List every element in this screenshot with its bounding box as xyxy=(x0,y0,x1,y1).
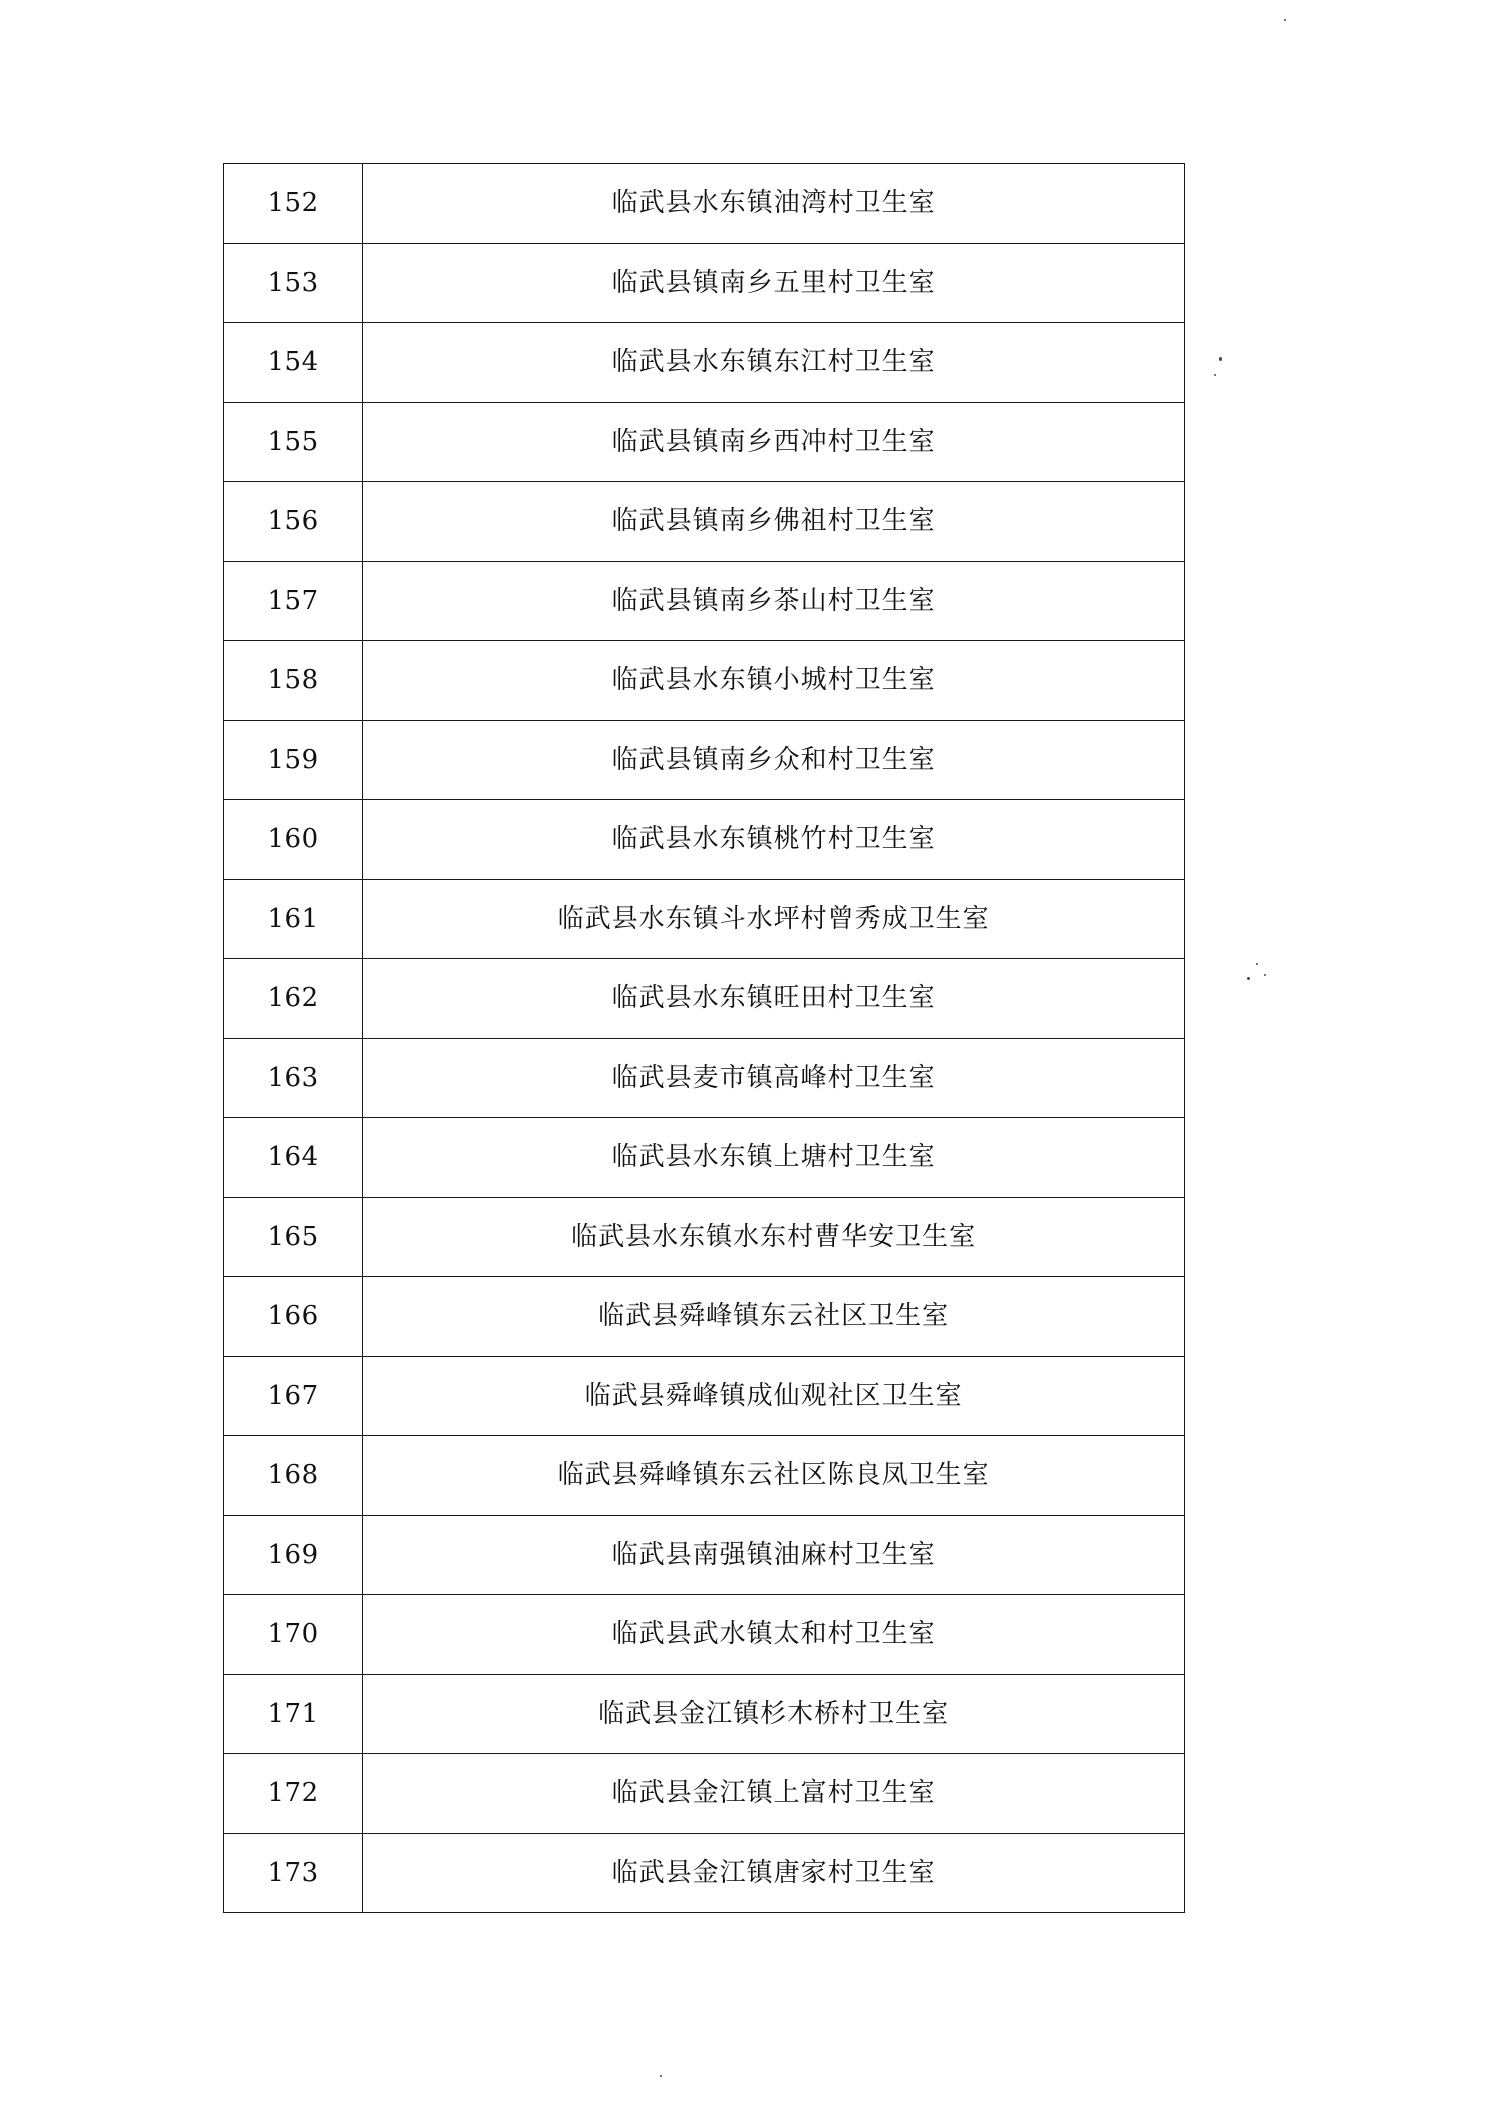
row-number-cell: 156 xyxy=(224,482,363,562)
row-number-cell: 170 xyxy=(224,1595,363,1675)
scan-speck xyxy=(1284,19,1286,21)
scan-speck xyxy=(1247,977,1250,980)
clinic-name-cell: 临武县水东镇上塘村卫生室 xyxy=(363,1118,1185,1198)
clinic-name-cell: 临武县水东镇水东村曹华安卫生室 xyxy=(363,1197,1185,1277)
table-row xyxy=(224,879,1185,959)
table-row xyxy=(224,1436,1185,1516)
row-number-cell: 159 xyxy=(224,720,363,800)
table-row xyxy=(224,1754,1185,1834)
table-row xyxy=(224,1674,1185,1754)
table-row xyxy=(224,1277,1185,1357)
scan-speck xyxy=(1214,374,1216,376)
table-row xyxy=(224,243,1185,323)
clinic-name-cell: 临武县镇南乡众和村卫生室 xyxy=(363,720,1185,800)
clinic-name-cell: 临武县镇南乡佛祖村卫生室 xyxy=(363,482,1185,562)
clinic-name-cell: 临武县舜峰镇东云社区陈良凤卫生室 xyxy=(363,1436,1185,1516)
clinic-name-cell: 临武县舜峰镇成仙观社区卫生室 xyxy=(363,1356,1185,1436)
clinic-name-cell: 临武县舜峰镇东云社区卫生室 xyxy=(363,1277,1185,1357)
scan-speck xyxy=(1264,974,1266,976)
table-row xyxy=(224,402,1185,482)
row-number-cell: 152 xyxy=(224,164,363,244)
table-row xyxy=(224,482,1185,562)
clinic-name-cell: 临武县镇南乡茶山村卫生室 xyxy=(363,561,1185,641)
clinic-name-cell: 临武县水东镇东江村卫生室 xyxy=(363,323,1185,403)
row-number-cell: 154 xyxy=(224,323,363,403)
row-number-cell: 155 xyxy=(224,402,363,482)
table-row xyxy=(224,323,1185,403)
clinic-name-cell: 临武县南强镇油麻村卫生室 xyxy=(363,1515,1185,1595)
clinic-name-cell: 临武县水东镇小城村卫生室 xyxy=(363,641,1185,721)
table-row xyxy=(224,1118,1185,1198)
row-number-cell: 167 xyxy=(224,1356,363,1436)
table-row xyxy=(224,959,1185,1039)
scan-speck xyxy=(660,2075,662,2077)
clinic-list-table xyxy=(223,163,1185,1913)
row-number-cell: 169 xyxy=(224,1515,363,1595)
scan-speck xyxy=(1219,357,1222,361)
clinic-name-cell: 临武县水东镇油湾村卫生室 xyxy=(363,164,1185,244)
row-number-cell: 163 xyxy=(224,1038,363,1118)
table-row xyxy=(224,1833,1185,1913)
row-number-cell: 158 xyxy=(224,641,363,721)
table-row xyxy=(224,1356,1185,1436)
row-number-cell: 165 xyxy=(224,1197,363,1277)
scan-speck xyxy=(1256,963,1258,965)
row-number-cell: 171 xyxy=(224,1674,363,1754)
clinic-list-body xyxy=(224,164,1185,1913)
row-number-cell: 173 xyxy=(224,1833,363,1913)
row-number-cell: 160 xyxy=(224,800,363,880)
table-row xyxy=(224,1515,1185,1595)
table-row xyxy=(224,561,1185,641)
clinic-name-cell: 临武县镇南乡西冲村卫生室 xyxy=(363,402,1185,482)
row-number-cell: 166 xyxy=(224,1277,363,1357)
clinic-name-cell: 临武县麦市镇高峰村卫生室 xyxy=(363,1038,1185,1118)
table-row xyxy=(224,1595,1185,1675)
clinic-name-cell: 临武县金江镇上富村卫生室 xyxy=(363,1754,1185,1834)
clinic-name-cell: 临武县水东镇斗水坪村曾秀成卫生室 xyxy=(363,879,1185,959)
table-row xyxy=(224,720,1185,800)
clinic-name-cell: 临武县水东镇桃竹村卫生室 xyxy=(363,800,1185,880)
row-number-cell: 162 xyxy=(224,959,363,1039)
row-number-cell: 168 xyxy=(224,1436,363,1516)
clinic-name-cell: 临武县镇南乡五里村卫生室 xyxy=(363,243,1185,323)
clinic-name-cell: 临武县武水镇太和村卫生室 xyxy=(363,1595,1185,1675)
clinic-name-cell: 临武县金江镇杉木桥村卫生室 xyxy=(363,1674,1185,1754)
row-number-cell: 172 xyxy=(224,1754,363,1834)
clinic-name-cell: 临武县金江镇唐家村卫生室 xyxy=(363,1833,1185,1913)
table-row xyxy=(224,164,1185,244)
clinic-name-cell: 临武县水东镇旺田村卫生室 xyxy=(363,959,1185,1039)
row-number-cell: 164 xyxy=(224,1118,363,1198)
table-row xyxy=(224,1038,1185,1118)
table-row xyxy=(224,1197,1185,1277)
table-row xyxy=(224,641,1185,721)
row-number-cell: 161 xyxy=(224,879,363,959)
row-number-cell: 153 xyxy=(224,243,363,323)
table-row xyxy=(224,800,1185,880)
row-number-cell: 157 xyxy=(224,561,363,641)
